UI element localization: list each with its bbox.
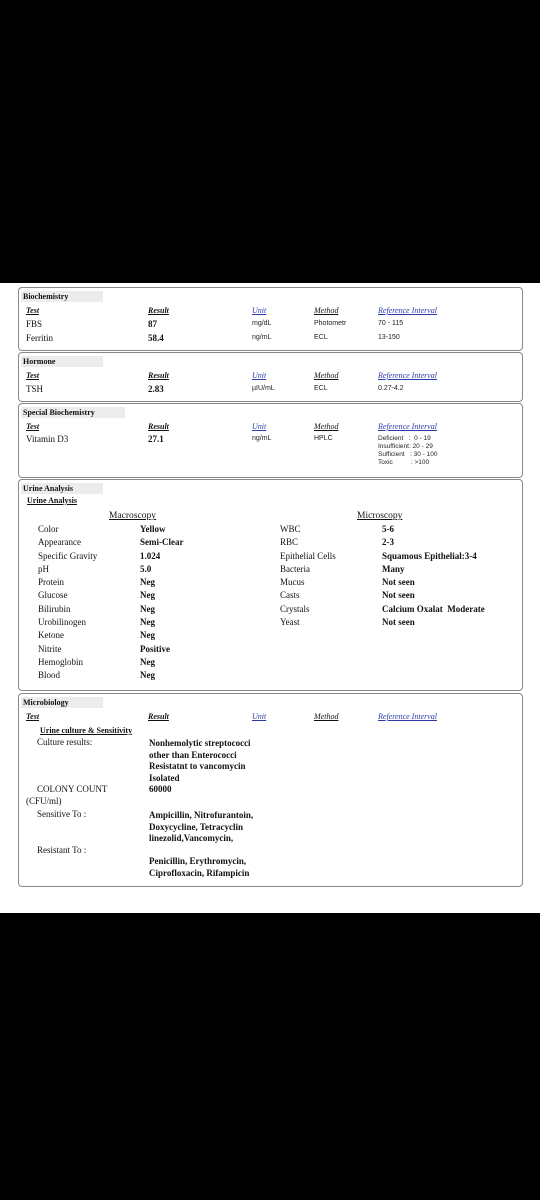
row-value: Positive [140,643,170,654]
test-method: Photometr [314,320,347,327]
row-label: Casts [280,590,300,601]
row-value: Squamous Epithelial:3-4 [382,550,477,561]
sensitive-label: Sensitive To : [37,809,87,819]
test-name: TSH [26,384,44,394]
row-value: Neg [140,577,155,588]
microscopy-row [280,551,520,564]
row-label: WBC [280,524,301,534]
header-method: Method [314,371,339,380]
row-label: Bilirubin [38,603,71,614]
test-result: 87 [148,319,157,329]
header-unit: Unit [252,371,267,380]
culture-subtitle: Urine culture & Sensitivity [40,726,133,735]
header-result: Result [148,306,169,315]
row-value: Neg [140,630,155,641]
microscopy-row [280,617,520,630]
row-value: Neg [140,656,155,667]
header-result: Result [148,712,169,721]
sensitive-value: Ampicillin, Nitrofurantoin, Doxycycline, Tetracyclin linezolid,Vancomycin, [149,810,254,843]
header-reference: Reference Interval [378,306,438,315]
test-reference: 13-150 [378,334,400,341]
test-name: Ferritin [26,333,53,343]
row-value: Neg [140,617,155,628]
reference-line: Insufficient: 20 - 29 [378,443,433,450]
macroscopy-row [38,590,218,603]
row-label: Bacteria [280,563,310,574]
section-title: Microbiology [21,697,103,708]
section-title: Special Biochemistry [21,407,125,418]
row-value: Not seen [382,617,415,628]
microscopy-row [280,604,520,617]
colony-count-unit: (CFU/ml) [26,796,62,806]
test-method: ECL [314,385,328,392]
header-test: Test [26,712,40,721]
test-method: ECL [314,334,328,341]
section-title: Biochemistry [21,291,103,302]
row-label: RBC [280,537,299,548]
header-unit: Unit [252,306,267,315]
macroscopy-list [38,524,218,684]
row-value: Yellow [140,524,166,534]
macroscopy-row [38,657,218,670]
urine-analysis-section [18,479,523,691]
row-value: 5.0 [140,563,152,574]
microscopy-row [280,564,520,577]
header-unit: Unit [252,712,267,721]
test-result: 2.83 [148,384,164,394]
row-label: Blood [38,670,61,681]
colony-count-value: 60000 [149,784,172,794]
row-value: 2-3 [382,537,394,548]
header-method: Method [314,422,339,431]
microscopy-list [280,524,520,630]
test-method: HPLC [314,435,333,442]
reference-line: Toxic : >100 [378,459,430,466]
row-label: Ketone [38,630,64,641]
macroscopy-row [38,604,218,617]
macroscopy-row [38,564,218,577]
colony-count-label: COLONY COUNT [37,784,108,794]
test-result: 58.4 [148,333,164,343]
reference-line: Deficient : 0 - 19 [378,435,431,442]
hormone-section [18,352,523,402]
row-label: Crystals [280,603,310,614]
macroscopy-row [38,524,218,537]
microscopy-row [280,577,520,590]
reference-line: Sufficient : 30 - 100 [378,451,438,458]
test-unit: mg/dL [252,320,272,327]
microscopy-row [280,537,520,550]
row-label: Yeast [280,617,300,628]
row-value: Not seen [382,590,415,601]
test-reference: 0.27-4.2 [378,385,404,392]
row-label: Nitrite [38,643,62,654]
row-label: Epithelial Cells [280,550,336,561]
macroscopy-row [38,577,218,590]
microbiology-section [18,693,523,887]
microscopy-row [280,524,520,537]
row-value: 5-6 [382,524,394,534]
row-label: Hemoglobin [38,656,83,667]
header-unit: Unit [252,422,267,431]
test-unit: ng/mL [252,435,272,442]
header-result: Result [148,422,169,431]
test-reference: 70 - 115 [378,320,404,327]
row-label: Glucose [38,590,68,601]
resistant-label: Resistant To : [37,845,87,855]
section-title: Urine Analysis [21,483,103,494]
special-biochemistry-section [18,403,523,478]
row-label: Urobilinogen [38,617,86,628]
header-reference: Reference Interval [378,712,438,721]
header-test: Test [26,306,40,315]
header-reference: Reference Interval [378,422,438,431]
header-test: Test [26,371,40,380]
row-value: Calcium Oxalat Moderate [382,603,485,614]
section-title: Hormone [21,356,103,367]
header-method: Method [314,306,339,315]
test-result: 27.1 [148,434,164,444]
culture-label: Culture results: [37,737,93,747]
row-label: Protein [38,577,64,588]
lab-report-page [0,283,540,913]
header-test: Test [26,422,40,431]
row-value: Neg [140,670,155,681]
urine-subtitle: Urine Analysis [27,496,78,505]
test-unit: ng/mL [252,334,272,341]
header-reference: Reference Interval [378,371,438,380]
macroscopy-row [38,617,218,630]
header-result: Result [148,371,169,380]
microscopy-row [280,590,520,603]
test-name: FBS [26,319,43,329]
macroscopy-row [38,551,218,564]
header-method: Method [314,712,339,721]
macroscopy-row [38,537,218,550]
reference-interval-list [378,435,488,467]
row-value: Semi-Clear [140,537,184,548]
macroscopy-title: Macroscopy [109,511,156,521]
row-label: Appearance [38,537,81,548]
row-value: 1.024 [140,550,161,561]
test-unit: µIU/mL [252,385,275,392]
row-value: Many [382,563,405,574]
biochemistry-section [18,287,523,351]
row-value: Not seen [382,577,415,588]
test-name: Vitamin D3 [26,434,69,444]
macroscopy-row [38,630,218,643]
resistant-value: Penicillin, Erythromycin, Ciprofloxacin, Rifampicin [149,856,250,878]
microscopy-title: Microscopy [357,511,403,521]
macroscopy-row [38,644,218,657]
row-value: Neg [140,590,155,601]
culture-value: Nonhemolytic streptococci other than Enterococci Resistatnt to vancomycin Isolated [149,738,251,783]
row-label: Specific Gravity [38,550,98,561]
row-label: pH [38,563,49,574]
row-value: Neg [140,603,155,614]
row-label: Color [38,524,59,534]
row-label: Mucus [280,577,305,588]
macroscopy-row [38,670,218,683]
